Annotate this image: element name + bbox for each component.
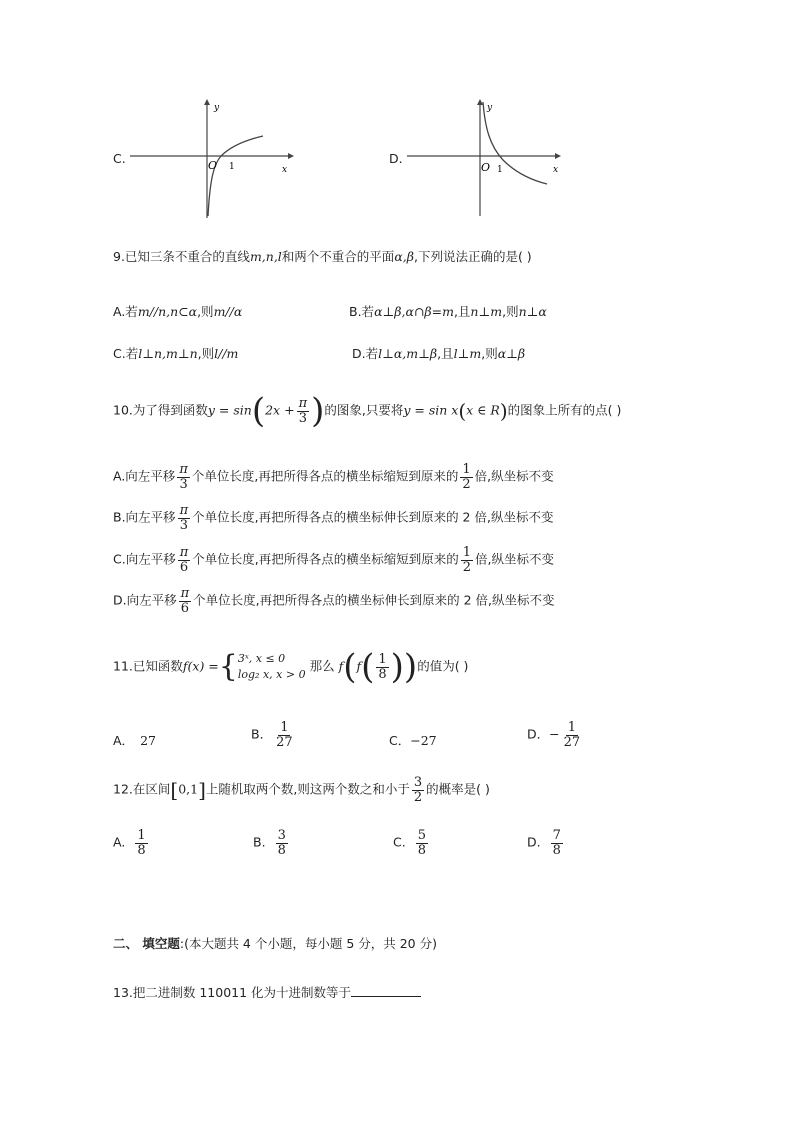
origin-label: O (481, 161, 491, 174)
graph-d (405, 98, 575, 223)
x-axis-arrow (555, 153, 561, 159)
q9-option-b[interactable]: B.若α⊥β,α∩β=m,且n⊥m,则n⊥α (349, 304, 547, 319)
q13-stem: 13.把二进制数 110011 化为十进制数等于 (113, 983, 421, 1001)
q10-option-b[interactable]: B.向左平移 $\frac{\pi}{3}$ 个单位长度,再把所得各点的横坐标伸长到原来的 2 倍,纵坐标不变 (113, 503, 554, 533)
q12-option-a[interactable]: A. $\frac{1}{8}$ (113, 828, 146, 858)
q10-stem: 10.为了得到函数y = sin(2x + $\frac{\pi}{3}$ )的图象,只要将y = sin x(x ∈ R)的图象上所有的点( ) (113, 391, 622, 431)
q11-option-c[interactable]: C．−27 (389, 733, 437, 748)
x-label: x (282, 165, 288, 175)
q9-option-c[interactable]: C.若l⊥n,m⊥n,则l//m (113, 346, 239, 361)
x-axis-arrow (288, 153, 294, 159)
y-label: y (214, 103, 220, 113)
q9-option-a[interactable]: A.若m//n,n⊂α,则m//α (113, 304, 243, 319)
q10-option-a[interactable]: A.向左平移 $\frac{\pi}{3}$ 个单位长度,再把所得各点的横坐标缩短到原来的 $\frac{1}{2}$ 倍,纵坐标不变 (113, 462, 554, 492)
q12-option-b[interactable]: B. $\frac{3}{8}$ (253, 828, 286, 858)
y-label: y (487, 103, 493, 113)
tick-label: 1 (497, 165, 503, 175)
log-curve (483, 102, 547, 184)
origin-label: O (208, 159, 218, 172)
section-header: 二、 填空题:(本大题共 4 个小题，每小题 5 分，共 20 分) (113, 936, 437, 951)
tick-label: 1 (229, 162, 235, 172)
q11-stem: 11.已知函数f(x) ={ 3ˣ, x ≤ 0 log₂ x, x > 0 那么 f(f( $\frac{1}{8}$ ))的值为( ) (113, 647, 469, 687)
q10-option-c[interactable]: C.向左平移 $\frac{\pi}{6}$ 个单位长度,再把所得各点的横坐标缩短到原来的 $\frac{1}{2}$ 倍,纵坐标不变 (113, 545, 554, 575)
q10-option-d[interactable]: D.向左平移 $\frac{\pi}{6}$ 个单位长度,再把所得各点的横坐标伸长到原来的 2 倍,纵坐标不变 (113, 586, 555, 616)
q11-option-a[interactable]: A． 27 (113, 733, 156, 748)
q9-option-d[interactable]: D.若l⊥α,m⊥β,且l⊥m,则α⊥β (352, 346, 526, 361)
graph-c (128, 98, 298, 223)
q12-stem: 12.在区间[0,1]上随机取两个数,则这两个数之和小于 $\frac{3}{2}$ 的概率是( ) (113, 775, 490, 805)
q11-option-b[interactable]: B． $\frac{1}{27}$ (251, 720, 293, 750)
option-c-label: C. (113, 151, 126, 166)
answer-blank[interactable] (351, 984, 421, 997)
x-label: x (553, 165, 559, 175)
log-curve (208, 136, 263, 216)
option-d-label: D. (389, 151, 403, 166)
y-axis-arrow (477, 99, 483, 105)
q12-option-d[interactable]: D. $\frac{7}{8}$ (527, 828, 561, 858)
y-axis-arrow (204, 99, 210, 105)
q11-option-d[interactable]: D．− $\frac{1}{27}$ (527, 720, 581, 750)
q9-stem: 9.已知三条不重合的直线m,n,l和两个不重合的平面α,β,下列说法正确的是( ) (113, 249, 532, 264)
q12-option-c[interactable]: C. $\frac{5}{8}$ (393, 828, 426, 858)
